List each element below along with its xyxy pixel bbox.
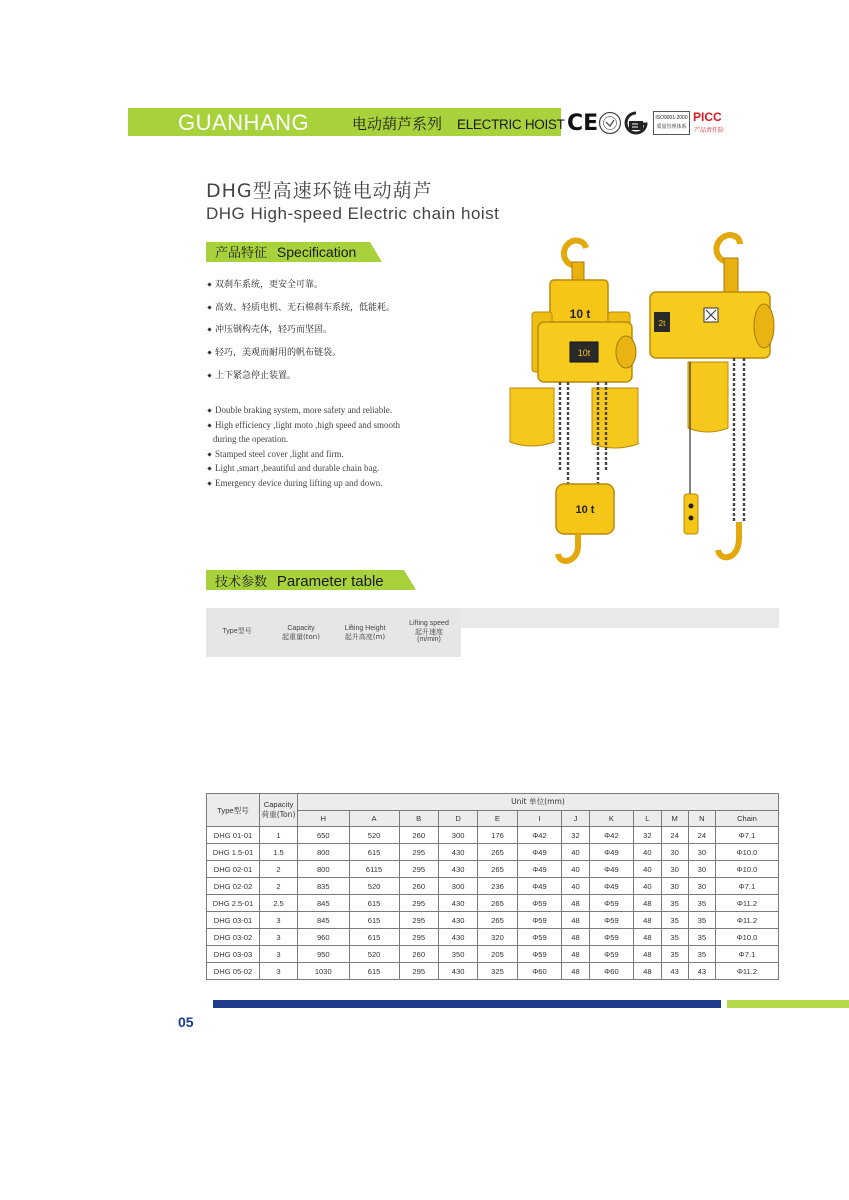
lift-speed-cn: 起升速度 xyxy=(415,628,443,636)
bullet-icon xyxy=(207,282,211,286)
spec-label-en: Specification xyxy=(276,244,357,260)
capacity-column-header xyxy=(260,794,298,827)
bullet-icon xyxy=(207,481,211,485)
table-cell: 35 xyxy=(661,929,688,946)
table-cell: Φ11.2 xyxy=(715,895,778,912)
vbw-seal-icon xyxy=(598,111,622,135)
table-cell: 835 xyxy=(298,878,350,895)
table-cell: 520 xyxy=(349,878,399,895)
lift-speed-unit: (m/min) xyxy=(417,636,441,643)
bullet-icon xyxy=(207,327,211,331)
feature-text: Emergency device during lifting up and down. xyxy=(215,478,383,488)
dim-column-header: J xyxy=(562,810,589,827)
feature-en-item xyxy=(207,403,392,418)
table-cell: 43 xyxy=(688,963,715,980)
table-cell: 176 xyxy=(478,827,517,844)
table-cell: DHG 03-01 xyxy=(207,912,260,929)
table-row xyxy=(207,895,779,912)
table-cell: 615 xyxy=(349,929,399,946)
table-cell: 3 xyxy=(260,946,298,963)
table-cell: 800 xyxy=(298,861,350,878)
feature-text: Stamped steel cover ,light and firm. xyxy=(215,449,344,459)
table-cell: 35 xyxy=(661,895,688,912)
table-cell: 1030 xyxy=(298,963,350,980)
picc-subtitle: 产品责任险 xyxy=(694,128,725,134)
table-cell: DHG 03-03 xyxy=(207,946,260,963)
dim-column-header: N xyxy=(688,810,715,827)
table-row xyxy=(207,963,779,980)
table-cell: Φ49 xyxy=(517,844,562,861)
table-row xyxy=(207,878,779,895)
dim-column-header: H xyxy=(298,810,350,827)
table-cell: 35 xyxy=(688,912,715,929)
table-cell: 48 xyxy=(562,895,589,912)
table-cell: 3 xyxy=(260,963,298,980)
table-cell: Φ49 xyxy=(589,861,634,878)
table-cell: 3 xyxy=(260,912,298,929)
table-cell: 845 xyxy=(298,895,350,912)
table-row xyxy=(207,929,779,946)
param-label-en: Parameter table xyxy=(276,573,384,590)
table-cell: 40 xyxy=(634,844,661,861)
left-panel-label: 10t xyxy=(577,348,591,358)
feature-en-item xyxy=(207,476,383,491)
table-cell: 265 xyxy=(478,895,517,912)
table-cell: 950 xyxy=(298,946,350,963)
feature-text: 上下紧急停止装置。 xyxy=(215,371,297,381)
left-capacity-label: 10 t xyxy=(569,307,591,321)
table-cell: Φ60 xyxy=(517,963,562,980)
dim-column-header: M xyxy=(661,810,688,827)
footer-bar-blue xyxy=(213,1000,721,1008)
picc-logo: PICC xyxy=(693,110,722,124)
table-cell: 265 xyxy=(478,912,517,929)
lift-height-en: Lifting Height xyxy=(344,625,386,632)
product-photo xyxy=(508,222,778,578)
table-cell: 48 xyxy=(634,912,661,929)
product-title-en: DHG High-speed Electric chain hoist xyxy=(206,204,500,223)
table-cell: DHG 01-01 xyxy=(207,827,260,844)
table-cell: 960 xyxy=(298,929,350,946)
table-cell: 320 xyxy=(478,929,517,946)
table-cell: 30 xyxy=(688,844,715,861)
table-row xyxy=(207,827,779,844)
table-row xyxy=(207,861,779,878)
table-cell: 615 xyxy=(349,912,399,929)
table-cell: 300 xyxy=(438,827,477,844)
table-cell: 295 xyxy=(399,861,438,878)
table-cell: 35 xyxy=(688,946,715,963)
table-cell: 40 xyxy=(562,844,589,861)
table-cell: Φ7.1 xyxy=(715,946,778,963)
dim-column-header: E xyxy=(478,810,517,827)
param-label-cn: 技术参数 xyxy=(215,575,268,590)
table-cell: 325 xyxy=(478,963,517,980)
table-cell: Φ59 xyxy=(517,929,562,946)
brand-name: GUANHANG xyxy=(178,110,310,135)
table-cell: 32 xyxy=(562,827,589,844)
feature-text: High efficiency ,light moto ,high speed and smooth xyxy=(215,420,401,430)
table-cell: Φ10.0 xyxy=(715,844,778,861)
bullet-icon xyxy=(207,452,211,456)
dimension-table-body xyxy=(207,827,779,980)
capacity-header-cn: 荷重(Ton) xyxy=(261,810,296,819)
bullet-icon xyxy=(207,423,211,427)
footer-bar-green xyxy=(727,1000,849,1008)
table-cell: 48 xyxy=(634,963,661,980)
table-cell: 2 xyxy=(260,861,298,878)
table-row xyxy=(207,946,779,963)
table-cell: 430 xyxy=(438,912,477,929)
table-cell: DHG 03-02 xyxy=(207,929,260,946)
feature-cn-item xyxy=(207,368,296,381)
table-cell: 615 xyxy=(349,963,399,980)
table-cell: 800 xyxy=(298,844,350,861)
lift-height-cn: 起升高度(m) xyxy=(344,633,386,641)
table-cell: DHG 1.5-01 xyxy=(207,844,260,861)
table-cell: 650 xyxy=(298,827,350,844)
left-hoist-illustration xyxy=(510,241,638,561)
feature-cn-item xyxy=(207,322,332,335)
table-cell: 40 xyxy=(562,878,589,895)
product-title-cn: DHG型高速环链电动葫芦 xyxy=(206,180,433,202)
dim-column-header: I xyxy=(517,810,562,827)
table-cell: 48 xyxy=(562,929,589,946)
table-cell: 615 xyxy=(349,895,399,912)
dim-column-header: A xyxy=(349,810,399,827)
table-cell: 1.5 xyxy=(260,844,298,861)
table-cell: 32 xyxy=(634,827,661,844)
table-cell: 43 xyxy=(661,963,688,980)
feature-text: 冲压钢构壳体，轻巧而坚固。 xyxy=(215,325,333,335)
capacity-en: Capacity xyxy=(287,625,315,632)
table-cell: 40 xyxy=(634,861,661,878)
table-cell: 295 xyxy=(399,929,438,946)
table-cell: 30 xyxy=(661,878,688,895)
table-cell: 40 xyxy=(634,878,661,895)
table-cell: 236 xyxy=(478,878,517,895)
table-cell: Φ59 xyxy=(589,946,634,963)
table-cell: 430 xyxy=(438,895,477,912)
param-capacity-header xyxy=(272,625,330,641)
table-cell: Φ11.2 xyxy=(715,912,778,929)
table-cell: 260 xyxy=(399,878,438,895)
table-cell: 30 xyxy=(688,861,715,878)
table-cell: 295 xyxy=(399,895,438,912)
table-cell: 260 xyxy=(399,946,438,963)
feature-text: 轻巧，美观而耐用的帆布链袋。 xyxy=(215,348,342,358)
lift-speed-en: Lifting speed xyxy=(409,620,449,627)
feature-cn-item xyxy=(207,277,323,290)
table-cell: 1 xyxy=(260,827,298,844)
table-cell: 295 xyxy=(399,963,438,980)
feature-en-item xyxy=(207,461,379,476)
spec-label-cn: 产品特征 xyxy=(215,246,268,261)
feature-en-continuation: during the operation. xyxy=(213,434,289,444)
table-cell: 205 xyxy=(478,946,517,963)
table-cell: 30 xyxy=(688,878,715,895)
table-cell: DHG 02-02 xyxy=(207,878,260,895)
dim-column-header: L xyxy=(634,810,661,827)
capacity-cn: 起重量(ton) xyxy=(282,633,320,641)
feature-text: 高效、轻质电机、无石棉刹车系统，低能耗。 xyxy=(215,303,396,313)
table-cell: Φ11.2 xyxy=(715,963,778,980)
right-panel-label: 2t xyxy=(658,319,666,328)
table-cell: 35 xyxy=(661,946,688,963)
table-cell: 48 xyxy=(562,963,589,980)
param-lift-height-header xyxy=(334,625,396,641)
table-cell: Φ49 xyxy=(589,844,634,861)
table-cell: 430 xyxy=(438,963,477,980)
table-cell: 350 xyxy=(438,946,477,963)
gs-mark-icon xyxy=(622,111,650,135)
table-cell: Φ59 xyxy=(517,895,562,912)
param-type-header: Type型号 xyxy=(222,628,252,635)
table-cell: 30 xyxy=(661,844,688,861)
bullet-icon xyxy=(207,466,211,470)
table-cell: 6115 xyxy=(349,861,399,878)
dim-column-header: Chain xyxy=(715,810,778,827)
table-cell: 265 xyxy=(478,861,517,878)
series-title-cn: 电动葫芦系列 xyxy=(352,115,443,133)
bullet-icon xyxy=(207,408,211,412)
table-cell: Φ7.1 xyxy=(715,827,778,844)
table-cell: Φ59 xyxy=(589,929,634,946)
table-cell: Φ7.1 xyxy=(715,878,778,895)
table-cell: 265 xyxy=(478,844,517,861)
feature-text: 双刹车系统，更安全可靠。 xyxy=(215,280,324,290)
ce-mark: CE xyxy=(567,111,599,136)
table-cell: DHG 2.5-01 xyxy=(207,895,260,912)
table-cell: DHG 05-02 xyxy=(207,963,260,980)
table-cell: Φ10.0 xyxy=(715,929,778,946)
table-cell: 48 xyxy=(562,946,589,963)
table-cell: 48 xyxy=(634,895,661,912)
feature-text: Double braking system, more safety and reliable. xyxy=(215,405,392,415)
table-cell: 35 xyxy=(661,912,688,929)
table-cell: 48 xyxy=(562,912,589,929)
table-cell: 300 xyxy=(438,878,477,895)
table-cell: 48 xyxy=(634,929,661,946)
table-cell: 520 xyxy=(349,946,399,963)
table-cell: Φ59 xyxy=(589,895,634,912)
table-cell: 24 xyxy=(688,827,715,844)
table-cell: Φ59 xyxy=(517,946,562,963)
left-hook-label: 10 t xyxy=(575,504,595,516)
table-cell: Φ42 xyxy=(517,827,562,844)
table-cell: 40 xyxy=(562,861,589,878)
dim-column-header: K xyxy=(589,810,634,827)
table-cell: 430 xyxy=(438,929,477,946)
table-cell: 430 xyxy=(438,861,477,878)
table-cell: Φ10.0 xyxy=(715,861,778,878)
table-cell: 430 xyxy=(438,844,477,861)
table-cell: 30 xyxy=(661,861,688,878)
page-number: 05 xyxy=(178,1014,194,1030)
table-cell: 35 xyxy=(688,895,715,912)
spec-banner-label xyxy=(215,242,356,264)
unit-header: Unit 单位(mm) xyxy=(298,794,779,811)
right-hoist-illustration xyxy=(650,235,774,557)
table-cell: 260 xyxy=(399,827,438,844)
table-cell: Φ42 xyxy=(589,827,634,844)
table-cell: 35 xyxy=(688,929,715,946)
table-cell: 295 xyxy=(399,912,438,929)
dim-column-header: D xyxy=(438,810,477,827)
table-cell: Φ60 xyxy=(589,963,634,980)
param-lift-speed-header xyxy=(400,620,458,644)
table-cell: 2 xyxy=(260,878,298,895)
feature-text: Light ,smart ,beautiful and durable chain bag. xyxy=(215,463,380,473)
feature-cn-item xyxy=(207,345,341,358)
table-row xyxy=(207,844,779,861)
iso-line-1: ISO9001:2000 xyxy=(655,115,688,121)
table-cell: Φ59 xyxy=(589,912,634,929)
dimension-table xyxy=(206,793,779,980)
table-cell: 295 xyxy=(399,844,438,861)
table-cell: 3 xyxy=(260,929,298,946)
table-cell: 2.5 xyxy=(260,895,298,912)
iso-certificate-badge xyxy=(653,111,690,135)
param-banner-label xyxy=(215,571,384,593)
table-cell: 520 xyxy=(349,827,399,844)
iso-line-2: 质量管理体系 xyxy=(656,124,687,130)
table-cell: Φ49 xyxy=(517,861,562,878)
feature-en-item xyxy=(207,418,400,433)
dim-column-header: B xyxy=(399,810,438,827)
table-cell: 845 xyxy=(298,912,350,929)
table-cell: Φ49 xyxy=(589,878,634,895)
table-cell: Φ59 xyxy=(517,912,562,929)
feature-cn-item xyxy=(207,300,395,313)
table-cell: 24 xyxy=(661,827,688,844)
feature-en-item xyxy=(207,447,344,462)
capacity-header-en: Capacity xyxy=(263,800,294,809)
bullet-icon xyxy=(207,373,211,377)
bullet-icon xyxy=(207,350,211,354)
type-column-header: Type型号 xyxy=(207,794,260,827)
table-cell: 615 xyxy=(349,844,399,861)
bullet-icon xyxy=(207,305,211,309)
table-cell: DHG 02-01 xyxy=(207,861,260,878)
series-title-en: ELECTRIC HOIST xyxy=(457,117,565,132)
table-cell: Φ49 xyxy=(517,878,562,895)
table-cell: 48 xyxy=(634,946,661,963)
table-row xyxy=(207,912,779,929)
